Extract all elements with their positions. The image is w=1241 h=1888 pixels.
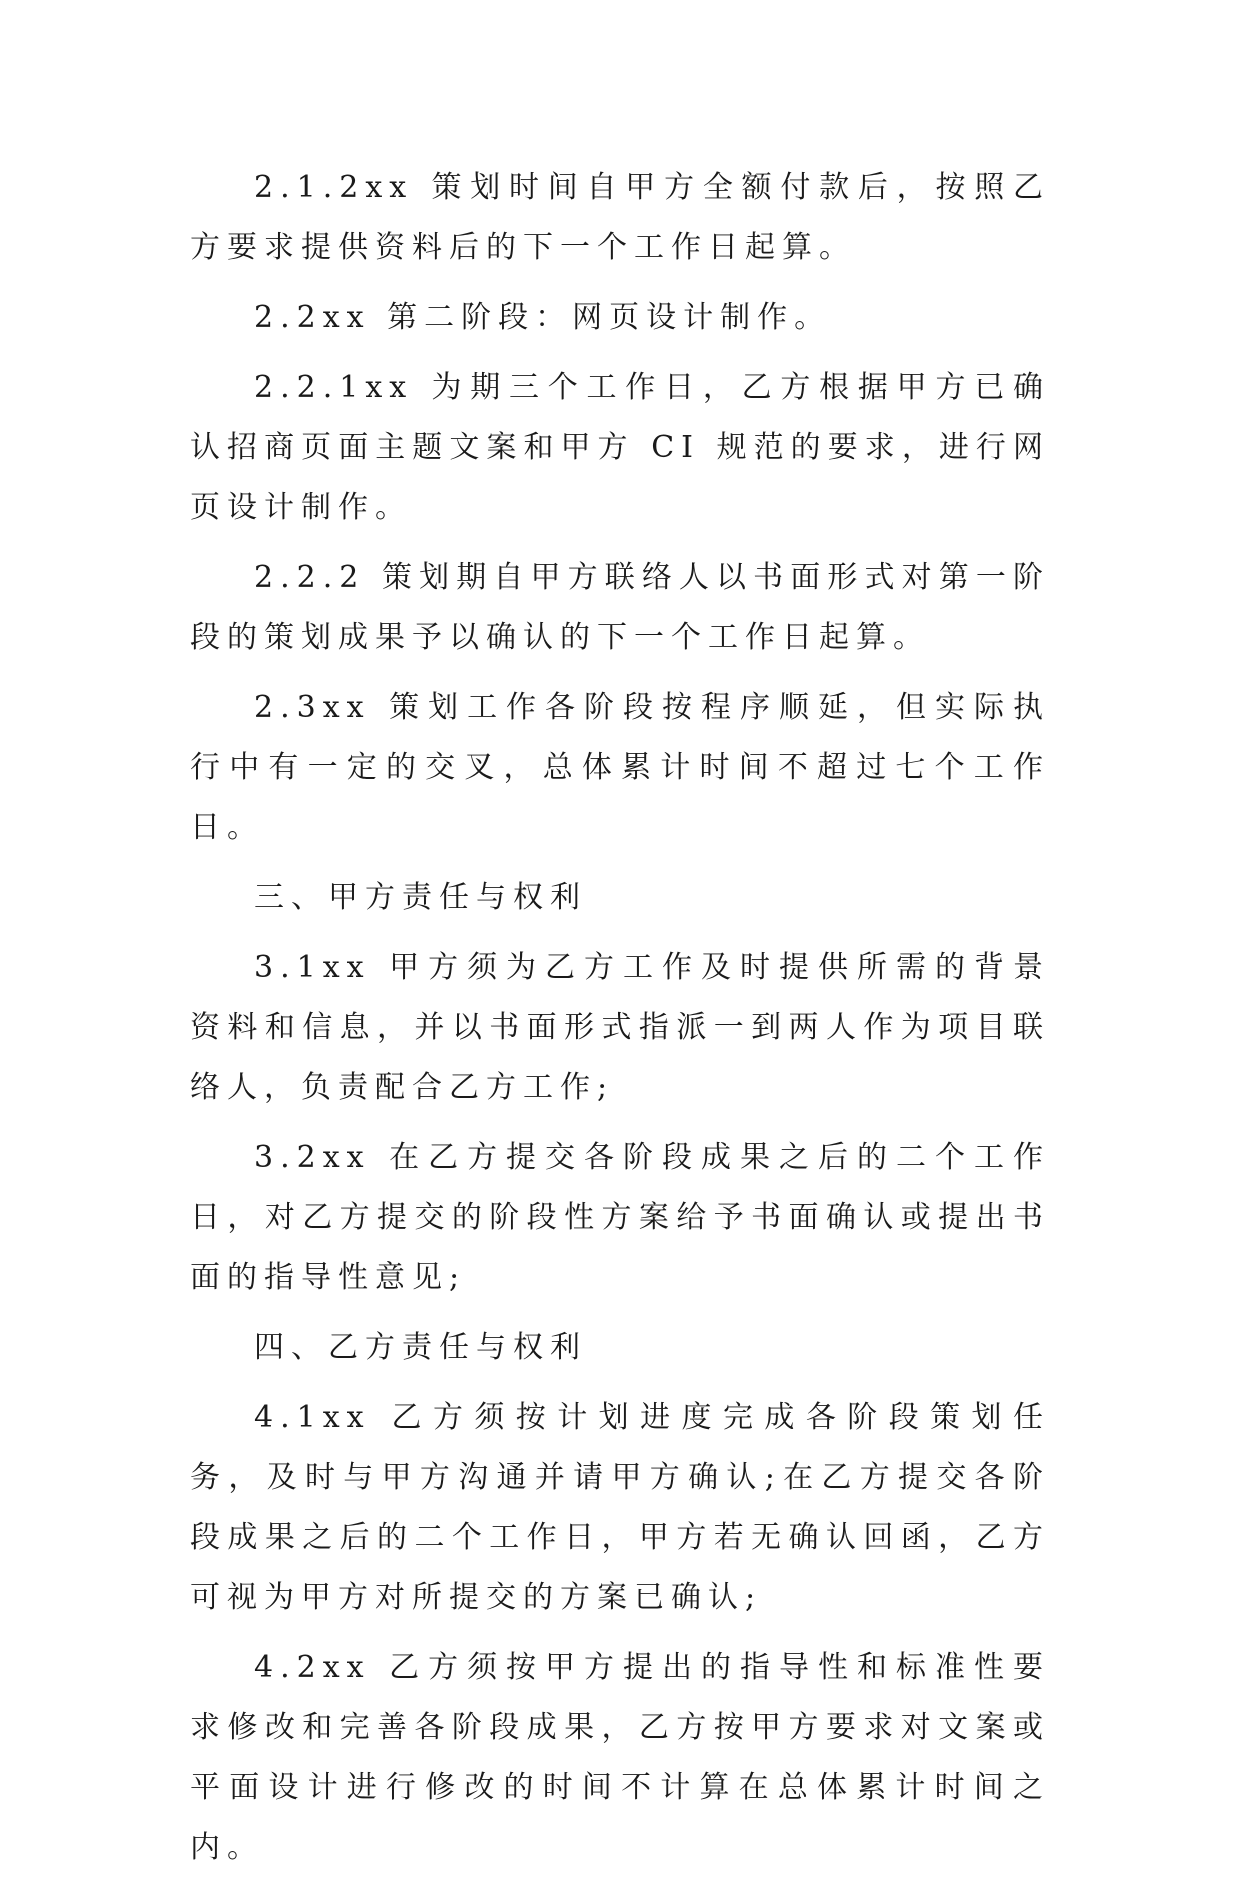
- paragraph-2-2: 2.2xx 第二阶段：网页设计制作。: [254, 300, 832, 335]
- paragraph-3-1: 3.1xx 甲方须为乙方工作及时提供所需的背景资料和信息，并以书面形式指派一到两人作为项目联络人，负责配合乙方工作;: [190, 950, 1050, 1105]
- section-heading-4: 四、乙方责任与权利: [254, 1330, 587, 1365]
- paragraph-2-1-2: 2.1.2xx 策划时间自甲方全额付款后，按照乙方要求提供资料后的下一个工作日起算。: [190, 170, 1050, 265]
- paragraph-2-3: 2.3xx 策划工作各阶段按程序顺延，但实际执行中有一定的交叉，总体累计时间不超过七个工作日。: [190, 690, 1050, 845]
- paragraph-4-2: 4.2xx 乙方须按甲方提出的指导性和标准性要求修改和完善各阶段成果，乙方按甲方要求对文案或平面设计进行修改的时间不计算在总体累计时间之内。: [190, 1650, 1050, 1865]
- paragraph-2-2-1: 2.2.1xx 为期三个工作日，乙方根据甲方已确认招商页面主题文案和甲方 CI 规范的要求，进行网页设计制作。: [190, 370, 1050, 525]
- paragraph-3-2: 3.2xx 在乙方提交各阶段成果之后的二个工作日，对乙方提交的阶段性方案给予书面确认或提出书面的指导性意见;: [190, 1140, 1050, 1295]
- paragraph-2-2-2: 2.2.2 策划期自甲方联络人以书面形式对第一阶段的策划成果予以确认的下一个工作日起算。: [190, 560, 1050, 655]
- paragraph-4-1: 4.1xx 乙方须按计划进度完成各阶段策划任务，及时与甲方沟通并请甲方确认;在乙方提交各阶段成果之后的二个工作日，甲方若无确认回函，乙方可视为甲方对所提交的方案已确认;: [190, 1400, 1050, 1615]
- section-heading-3: 三、甲方责任与权利: [254, 880, 587, 915]
- document-body: [190, 158, 1050, 1888]
